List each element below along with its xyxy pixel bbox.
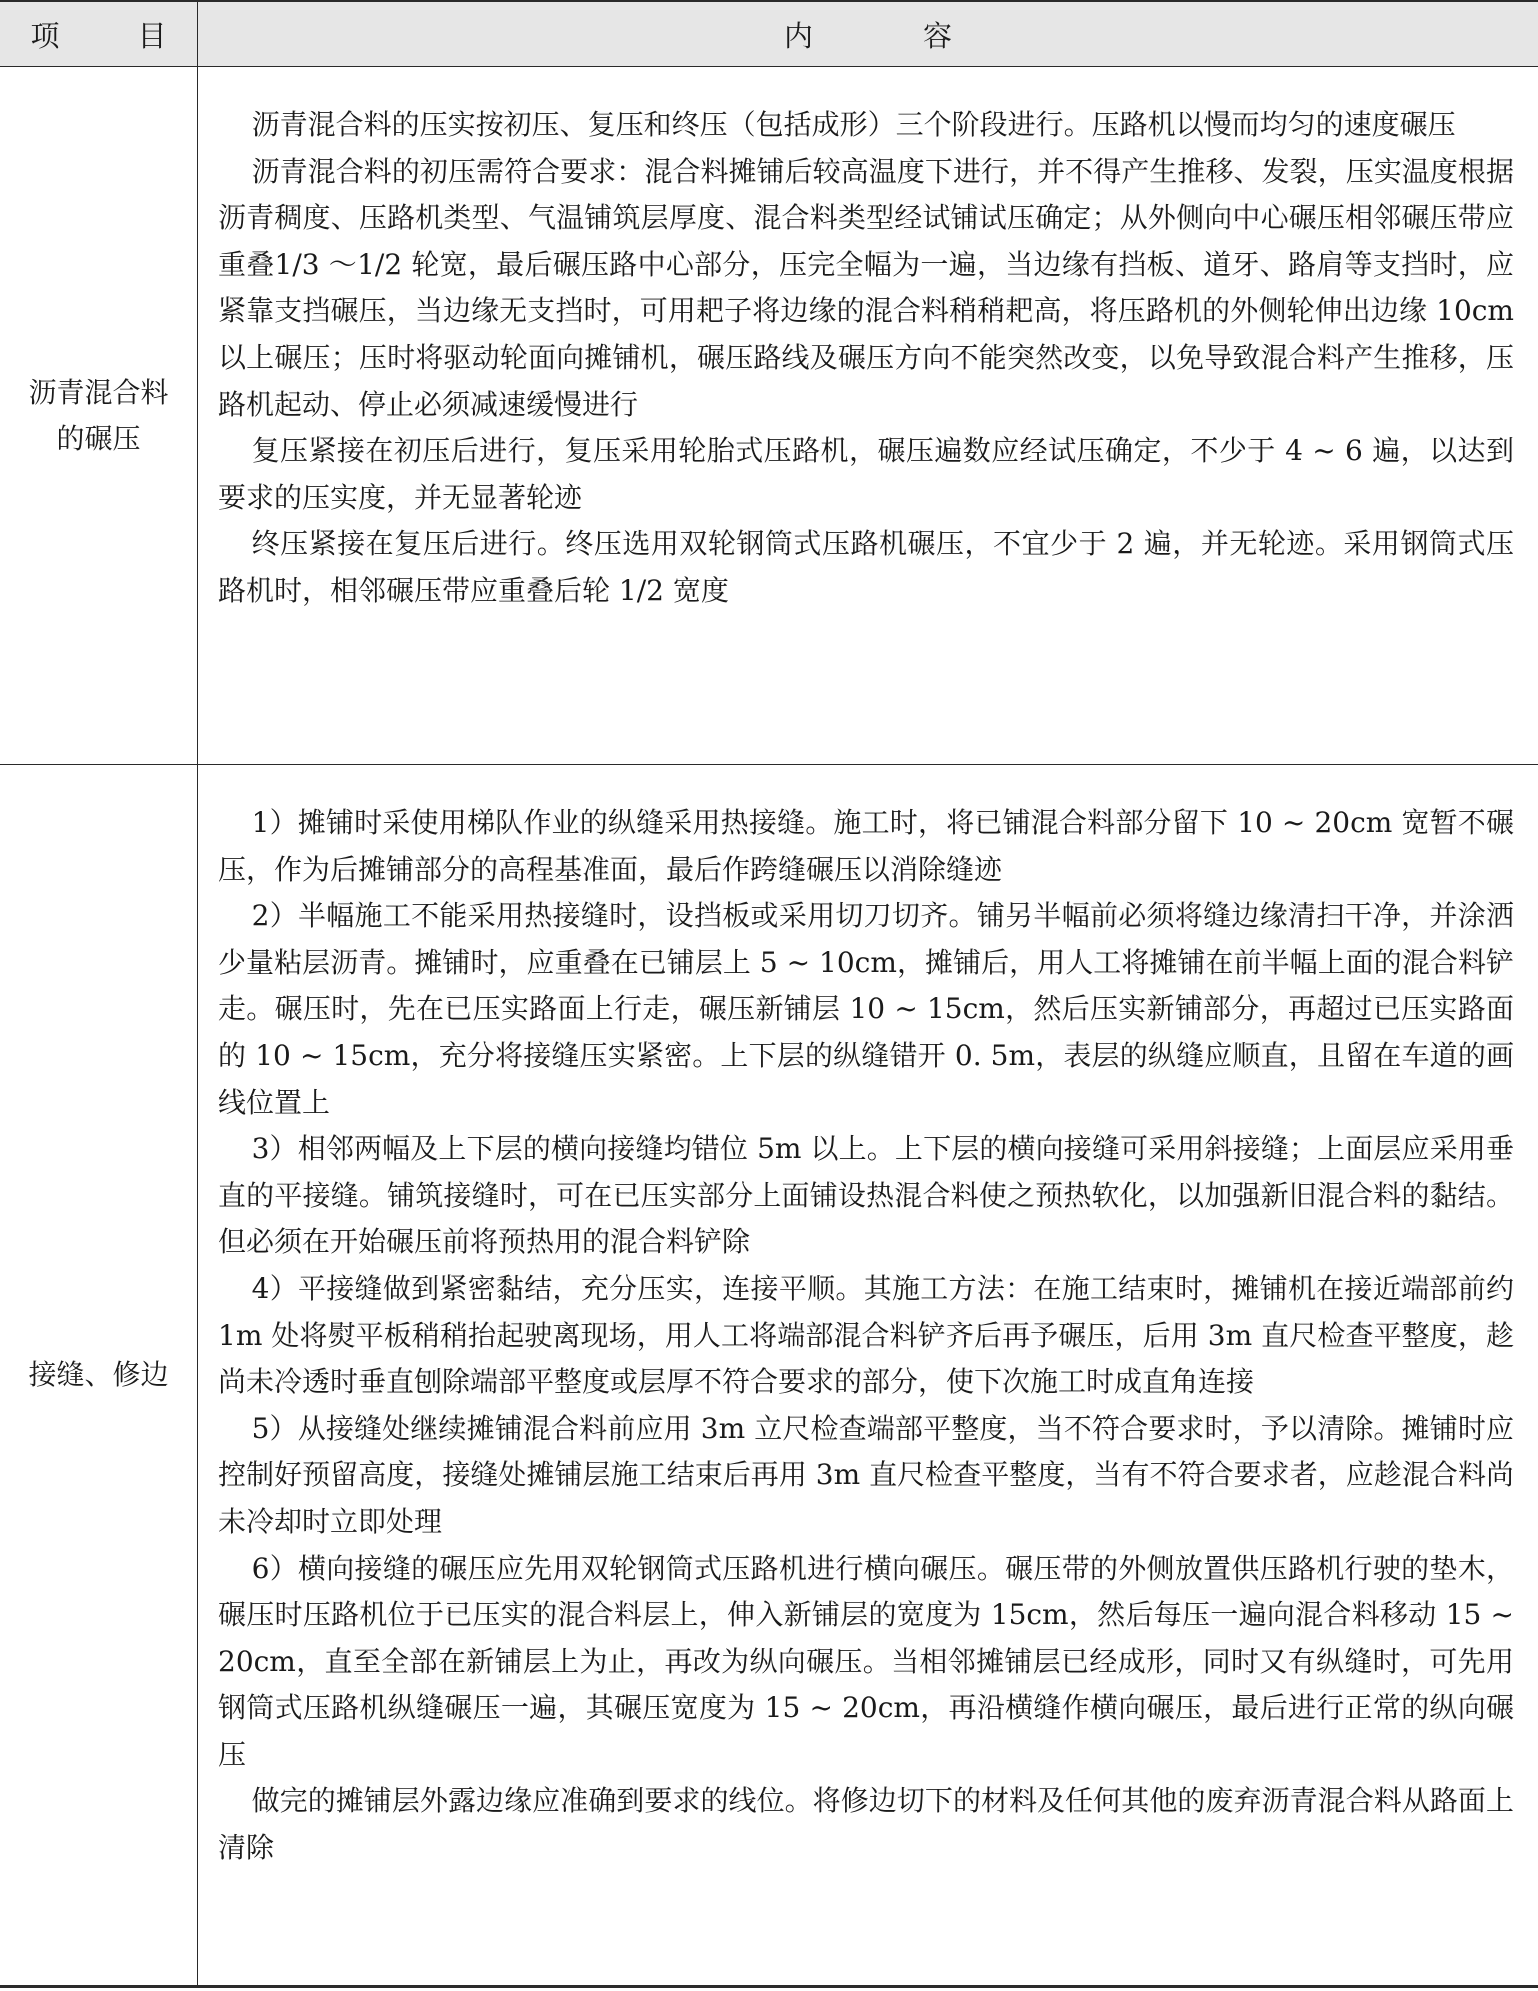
content-paragraph: 复压紧接在初压后进行，复压采用轮胎式压路机，碾压遍数应经试压确定，不少于 4 ~ 6 遍，以达到要求的压实度，并无显著轮迹	[218, 434, 1514, 514]
header-item	[0, 2, 197, 67]
content-paragraph: 6）横向接缝的碾压应先用双轮钢筒式压路机进行横向碾压。碾压带的外侧放置供压路机行驶的垫木，碾压时压路机位于已压实的混合料层上，伸入新铺层的宽度为 15cm，然后每压一遍向混合料移动 15 ~ 20cm，直至全部在新铺层上为止，再改为纵向碾压。当相邻摊铺层已经成形，同时又有纵缝时，可先用钢筒式压路机纵缝碾压一遍，其碾压宽度为 15 ~ 20cm，再沿横缝作横向碾压，最后进行正常的纵向碾压	[218, 1551, 1514, 1771]
content-paragraph: 沥青混合料的初压需符合要求：混合料摊铺后较高温度下进行，并不得产生推移、发裂，压实温度根据沥青稠度、压路机类型、气温铺筑层厚度、混合料类型经试铺试压确定；从外侧向中心碾压相邻碾压带应重叠1/3 ～1/2 轮宽，最后碾压路中心部分，压完全幅为一遍，当边缘有挡板、道牙、路肩等支挡时，应紧靠支挡碾压，当边缘无支挡时，可用耙子将边缘的混合料稍稍耙高，将压路机的外侧轮伸出边缘 10cm 以上碾压；压时将驱动轮面向摊铺机，碾压路线及碾压方向不能突然改变，以免导致混合料产生推移，压路机起动、停止必须减速缓慢进行	[218, 154, 1514, 421]
row-label-line: 沥青混合料	[28, 375, 169, 409]
row-content	[198, 67, 1538, 764]
content-paragraph: 终压紧接在复压后进行。终压选用双轮钢筒式压路机碾压，不宜少于 2 遍，并无轮迹。采用钢筒式压路机时，相邻碾压带应重叠后轮 1/2 宽度	[218, 527, 1514, 607]
header-content	[198, 2, 1538, 67]
header-content-char-2: 容	[923, 19, 953, 53]
table-row	[0, 765, 1538, 1988]
content-paragraph: 3）相邻两幅及上下层的横向接缝均错位 5m 以上。上下层的横向接缝可采用斜接缝；上面层应采用垂直的平接缝。铺筑接缝时，可在已压实部分上面铺设热混合料使之预热软化，以加强新旧混合料的黏结。但必须在开始碾压前将预热用的混合料铲除	[218, 1132, 1514, 1259]
content-paragraph: 2）半幅施工不能采用热接缝时，设挡板或采用切刀切齐。铺另半幅前必须将缝边缘清扫干净，并涂洒少量粘层沥青。摊铺时，应重叠在已铺层上 5 ~ 10cm，摊铺后，用人工将摊铺在前半幅上面的混合料铲走。碾压时，先在已压实路面上行走，碾压新铺层 10 ~ 15cm，然后压实新铺部分，再超过已压实路面的 10 ~ 15cm，充分将接缝压实紧密。上下层的纵缝错开 0. 5m，表层的纵缝应顺直，且留在车道的画线位置上	[218, 899, 1514, 1119]
header-content-char-1: 内	[783, 19, 813, 53]
row-label	[0, 765, 197, 1985]
row-label-line: 的碾压	[56, 421, 141, 455]
header-item-char-1: 项	[30, 19, 60, 53]
table-row	[0, 67, 1538, 765]
row-label	[0, 67, 197, 764]
content-paragraph: 5）从接缝处继续摊铺混合料前应用 3m 立尺检查端部平整度，当不符合要求时，予以清除。摊铺时应控制好预留高度，接缝处摊铺层施工结束后再用 3m 直尺检查平整度，当有不符合要求者，应趁混合料尚未冷却时立即处理	[218, 1411, 1514, 1538]
row-label-line: 接缝、修边	[28, 1358, 169, 1391]
content-paragraph: 4）平接缝做到紧密黏结，充分压实，连接平顺。其施工方法：在施工结束时，摊铺机在接近端部前约 1m 处将熨平板稍稍抬起驶离现场，用人工将端部混合料铲齐后再予碾压，后用 3m 直尺检查平整度，趁尚未冷透时垂直刨除端部平整度或层厚不符合要求的部分，使下次施工时成直角连接	[218, 1271, 1514, 1399]
content-paragraph: 1）摊铺时采使用梯队作业的纵缝采用热接缝。施工时，将已铺混合料部分留下 10 ~ 20cm 宽暂不碾压，作为后摊铺部分的高程基准面，最后作跨缝碾压以消除缝迹	[218, 806, 1514, 886]
header-item-char-2: 目	[137, 19, 167, 53]
content-paragraph: 沥青混合料的压实按初压、复压和终压（包括成形）三个阶段进行。压路机以慢而均匀的速度碾压	[251, 108, 1456, 141]
table-header-row	[0, 0, 1538, 67]
content-paragraph: 做完的摊铺层外露边缘应准确到要求的线位。将修边切下的材料及任何其他的废弃沥青混合料从路面上清除	[218, 1784, 1514, 1865]
row-content	[198, 765, 1538, 1985]
